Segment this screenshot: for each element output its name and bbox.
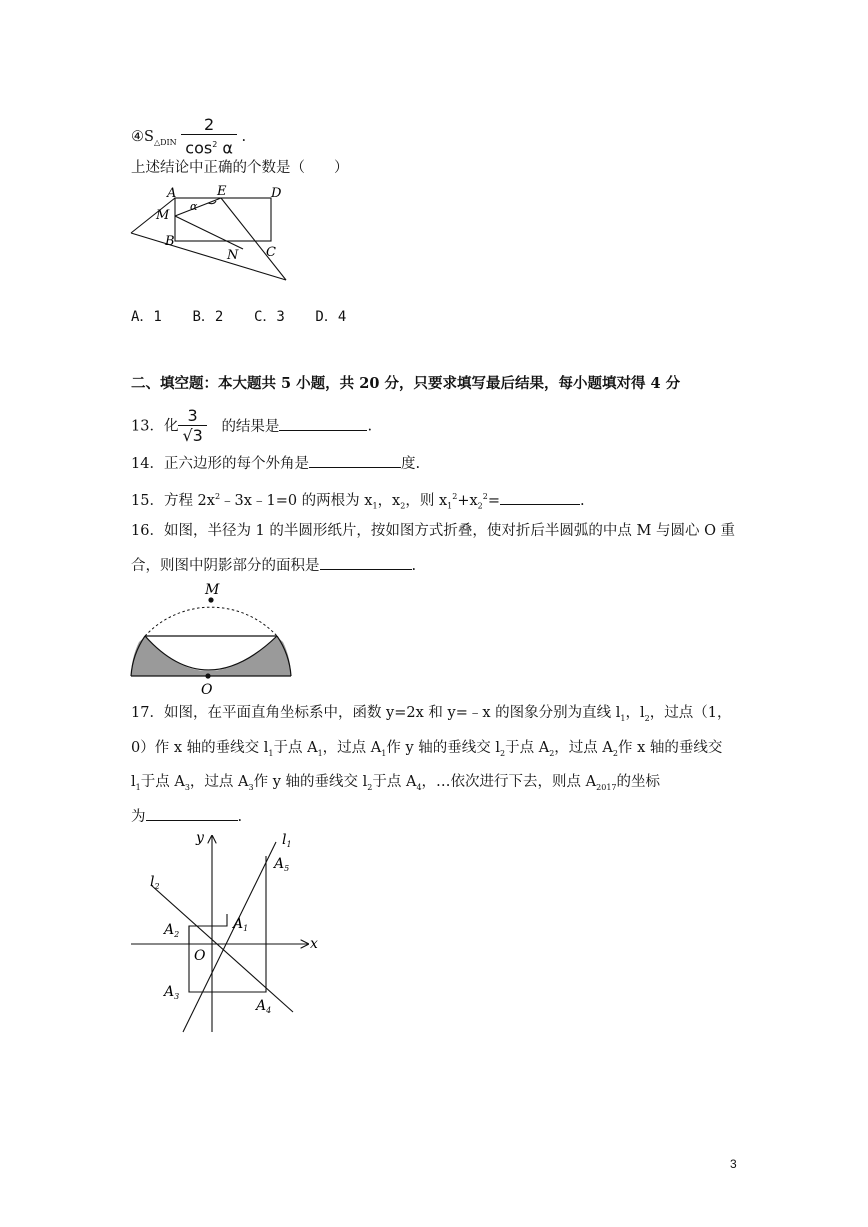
q17-l3c: ，过点 A [189,774,249,790]
q13-fraction [178,407,206,446]
q13-denominator: √3 [178,425,206,446]
q12-item4 [131,116,246,158]
seg-mn [175,216,243,249]
label-alpha: α [190,200,198,213]
q14-prefix: 14．正六边形的每个外角是 [131,456,309,472]
q17-l3s1: 1 [135,782,141,792]
q15-plus: +x [457,492,478,509]
q13 [131,407,372,446]
q14-suffix: 度. [400,456,421,472]
q17-l4a: 为 [131,809,146,825]
q17-l2d: 作 y 轴的垂线交 l [386,740,500,756]
spiral-path [189,856,266,992]
q17-l3d: 作 y 轴的垂线交 l [253,774,368,790]
choice-b[interactable]: B．2 [192,309,224,325]
q17-l1-sub: 1 [620,713,626,723]
q17-l3g: 的坐标 [616,774,660,790]
q12-item4-sub: △DIN [153,138,177,148]
q17-line4 [131,806,242,827]
q17-l1a: 17．如图，在平面直角坐标系中，函数 y=2x 和 y=﹣x 的图象分别为直线 l [131,705,621,721]
q15-s3: 1 [447,501,453,511]
q16-answer-blank[interactable] [320,555,412,570]
q17-l3e: 于点 A [372,774,417,790]
q17-coordinate-figure [128,828,328,1034]
q17-l2-sub: 2 [644,713,650,723]
q17-l3f: ，…依次进行下去，则点 A [421,774,597,790]
label-A1: $A_1$ [233,916,249,933]
q15-eq: = [487,492,500,509]
q15-p2: 2 [452,492,458,501]
q15-s1: 1 [372,501,378,511]
q16-line2-text: 合，则图中阴影部分的面积是 [131,558,320,574]
page-number: 3 [730,1157,737,1171]
q17-l2f: ，过点 A [554,740,613,756]
label-l2: $l_2$ [150,874,160,891]
q15-mid: ﹣3x﹣1=0 的两根为 x [220,492,373,509]
q17-l2e: 于点 A [505,740,550,756]
q13-end: . [367,418,373,435]
label-y: y [196,830,204,846]
q16-line2 [131,555,416,576]
q17-l3s5: 4 [416,782,422,792]
q17-l2s6: 2 [612,748,618,758]
q13-answer-blank[interactable] [279,416,367,431]
q13-numerator: 3 [187,406,198,425]
point-M [208,597,213,602]
seg-me [175,198,221,216]
q13-suffix: 的结果是 [221,418,280,435]
q17-line2 [131,738,722,764]
choice-d[interactable]: D．4 [315,309,347,325]
label-O16: O [201,682,213,698]
q17-l2g: 作 x 轴的垂线交 [617,740,723,756]
label-A4: $A_4$ [256,998,272,1015]
fraction-numerator: 2 [204,115,215,134]
q15-p3: 2 [482,492,488,501]
q17-l1c: ，过点（1， [649,705,732,721]
den-alpha: α [222,138,233,158]
q15-end: . [580,492,585,509]
q15-prefix: 15．方程 2x [131,492,215,509]
q17-l2s2: 1 [317,748,323,758]
seg-left-bottom [131,233,286,280]
q17-end: . [237,809,243,825]
q17-l2c: ，过点 A [322,740,382,756]
point-O [205,673,210,678]
label-N: N [227,248,239,263]
q15-s2: 2 [400,501,406,511]
seg-e-fold [221,198,286,280]
den-cos: cos [185,138,213,158]
den-sup: 2 [212,140,218,149]
label-A: A [167,186,177,201]
label-M: M [156,208,170,223]
choice-c[interactable]: C．3 [253,309,285,325]
label-E: E [217,184,227,199]
label-A3: $A_3$ [164,984,180,1001]
q15 [131,487,585,517]
q17-line1 [131,703,731,729]
q17-l3s3: 3 [248,782,254,792]
q17-line3 [131,772,660,798]
label-M16: M [205,582,220,598]
q15-sq: 2 [214,492,221,501]
q12-item4-end: . [241,129,247,146]
q17-l3a: l [131,774,136,790]
q15-s4: 2 [477,501,483,511]
q17-l3s2: 3 [184,782,190,792]
label-C: C [266,245,276,260]
q16-end: . [411,558,417,574]
label-O17: O [194,948,206,964]
label-A5: $A_5$ [274,856,290,873]
q15-answer-blank[interactable] [500,490,580,505]
q17-l2s3: 1 [381,748,387,758]
q14 [131,453,420,474]
q14-answer-blank[interactable] [309,453,401,468]
q12-rectangle-figure [128,183,288,293]
q17-l2s4: 2 [500,748,506,758]
q12-question: 上述结论中正确的个数是（ ） [131,160,349,176]
label-D: D [271,186,282,201]
choice-a[interactable]: A．1 [131,309,162,325]
label-A2: $A_2$ [164,922,180,939]
q17-l2s5: 2 [549,748,555,758]
q12-choices [131,307,372,327]
section2-heading: 二、填空题：本大题共 5 小题，共 20 分，只要求填写最后结果，每小题填对得 4 分 [131,375,681,392]
dashed-arc [145,607,277,636]
q13-prefix: 13．化 [131,418,179,435]
label-l1: $l_1$ [282,832,292,849]
q16-line1: 16．如图，半径为 1 的半圆形纸片，按如图方式折叠，使对折后半圆弧的中点 M 与圆心 O 重 [131,523,736,539]
q15-comma: ，x [377,492,401,509]
label-B: B [165,234,175,249]
q15-then: ，则 x [405,492,448,509]
q17-l3s4: 2 [367,782,373,792]
q17-l2a: 0）作 x 轴的垂线交 l [131,740,269,756]
q17-l1b: ，l [625,705,645,721]
q12-item4-prefix: ④S [131,129,154,146]
q16-semicircle-figure [128,578,298,698]
q17-l2s1: 1 [268,748,274,758]
q12-item4-fraction [181,116,237,158]
q17-l2b: 于点 A [273,740,318,756]
q17-l3b: 于点 A [140,774,185,790]
fraction-denominator [181,134,237,158]
q17-l3s6: 2017 [596,782,617,792]
q17-answer-blank[interactable] [146,806,238,821]
label-x: x [310,936,318,952]
